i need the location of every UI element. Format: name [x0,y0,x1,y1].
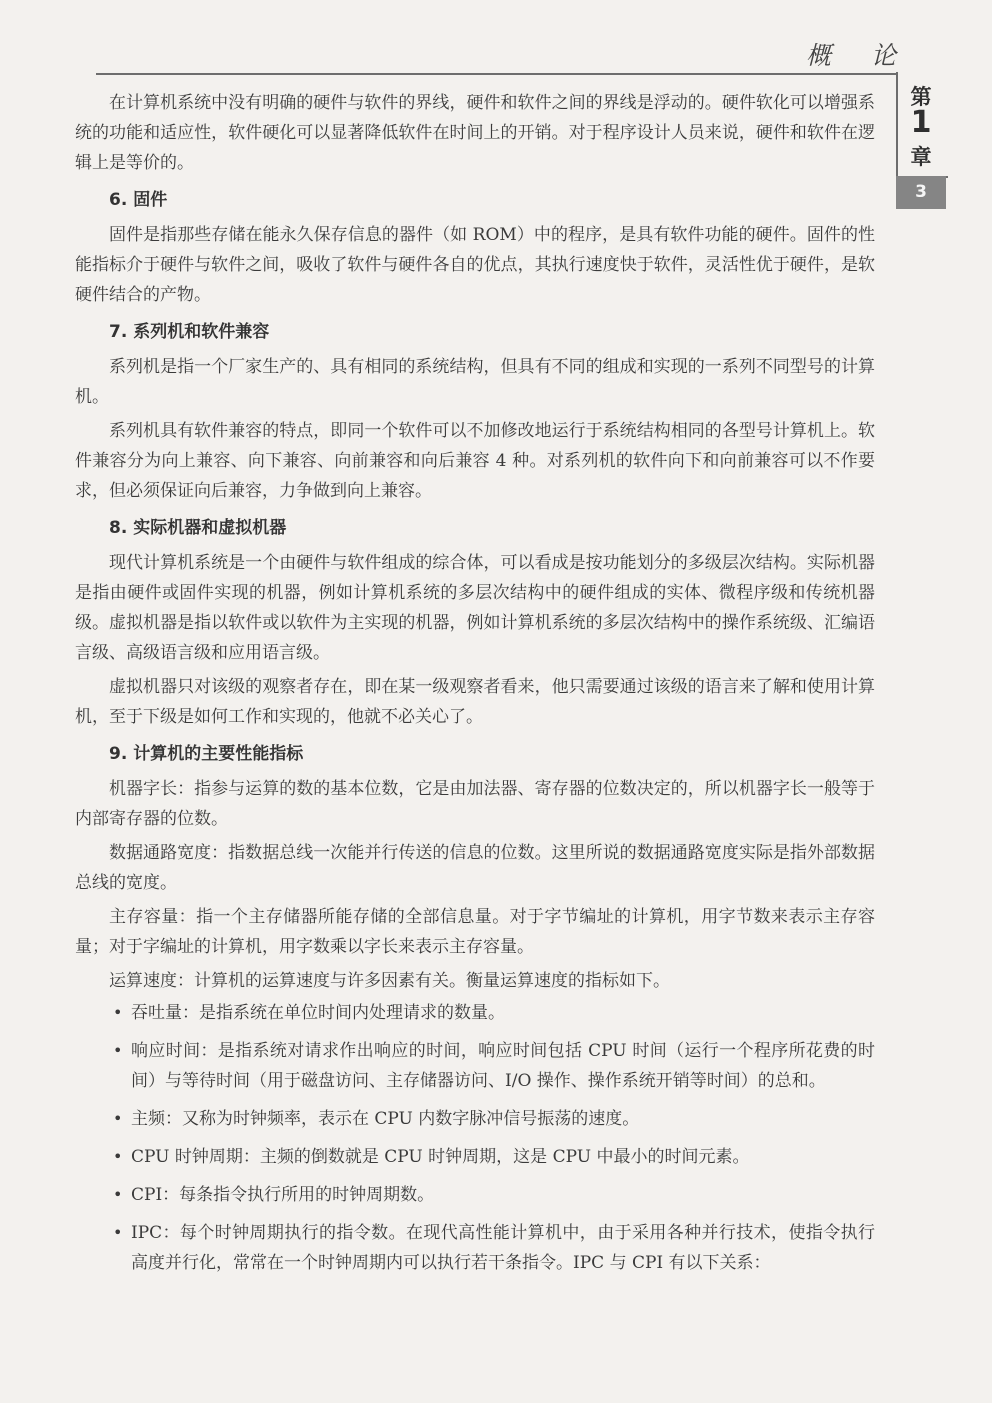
bullet-icon: • [113,1223,123,1242]
paragraph-real-virtual-1: 现代计算机系统是一个由硬件与软件组成的综合体，可以看成是按功能划分的多级层次结构。实际机器是指由硬件或固件实现的机器，例如计算机系统的多层次结构中的硬件组成的实体、微程序级和传统机器级。虚拟机器是指以软件或以软件为主实现的机器，例如计算机系统的多层次结构中的操作系统级、汇编语言级、高级语言级和应用语言级。 [75,553,875,663]
page-body [75,88,875,1286]
list-item [113,998,875,1028]
list-item [113,1180,875,1210]
page-number: 3 [896,176,946,209]
chapter-label-top: 第 [910,85,932,109]
list-item-text: CPI：每条指令执行所用的时钟周期数。 [131,1185,435,1205]
paragraph-software-compatibility: 系列机具有软件兼容的特点，即同一个软件可以不加修改地运行于系统结构相同的各型号计算机上。软件兼容分为向上兼容、向下兼容、向前兼容和向后兼容 4 种。对系列机的软件向下和向前兼容可以不作要求，但必须保证向后兼容，力争做到向上兼容。 [75,421,875,501]
bullet-icon: • [113,1147,123,1166]
list-item [113,1036,875,1096]
bullet-icon: • [113,1041,123,1060]
paragraph-main-memory-capacity: 主存容量：指一个主存储器所能存储的全部信息量。对于字节编址的计算机，用字节数来表示主存容量；对于字编址的计算机，用字数乘以字长来表示主存容量。 [75,907,875,957]
paragraph-series-machine: 系列机是指一个厂家生产的、具有相同的系统结构，但具有不同的组成和实现的一系列不同型号的计算机。 [75,357,875,407]
section-heading-performance-metrics: 9. 计算机的主要性能指标 [109,744,304,764]
bullet-icon: • [113,1185,123,1204]
paragraph-firmware: 固件是指那些存储在能永久保存信息的器件（如 ROM）中的程序，是具有软件功能的硬件。固件的性能指标介于硬件与软件之间，吸收了软件与硬件各自的优点，其执行速度快于软件，灵活性优于硬件，是软硬件结合的产物。 [75,225,875,305]
performance-metrics-list [75,998,875,1278]
bullet-icon: • [113,1003,123,1022]
list-item [113,1218,875,1278]
section-heading-series-compatibility: 7. 系列机和软件兼容 [109,322,270,342]
list-item-text: 响应时间：是指系统对请求作出响应的时间，响应时间包括 CPU 时间（运行一个程序所花费的时间）与等待时间（用于磁盘访问、主存储器访问、I/O 操作、操作系统开销等时间）的总和。 [131,1041,875,1091]
list-item-text: 主频：又称为时钟频率，表示在 CPU 内数字脉冲信号振荡的速度。 [131,1109,640,1129]
header-rule [96,73,898,75]
running-header-title: 概 论 [806,41,912,70]
chapter-number: 1 [910,105,932,140]
section-heading-firmware: 6. 固件 [109,190,168,210]
list-item-text: CPU 时钟周期：主频的倒数就是 CPU 时钟周期，这是 CPU 中最小的时间元素。 [131,1147,750,1167]
paragraph-real-virtual-2: 虚拟机器只对该级的观察者存在，即在某一级观察者看来，他只需要通过该级的语言来了解和使用计算机，至于下级是如何工作和实现的，他就不必关心了。 [75,677,875,727]
paragraph-machine-word-length: 机器字长：指参与运算的数的基本位数，它是由加法器、寄存器的位数决定的，所以机器字长一般等于内部寄存器的位数。 [75,779,875,829]
chapter-label-bottom: 章 [910,145,932,169]
paragraph-hardware-software-boundary: 在计算机系统中没有明确的硬件与软件的界线，硬件和软件之间的界线是浮动的。硬件软化可以增强系统的功能和适应性，软件硬化可以显著降低软件在时间上的开销。对于程序设计人员来说，硬件和软件在逻辑上是等价的。 [75,93,875,173]
paragraph-data-path-width: 数据通路宽度：指数据总线一次能并行传送的信息的位数。这里所说的数据通路宽度实际是指外部数据总线的宽度。 [75,843,875,893]
list-item-text: 吞吐量：是指系统在单位时间内处理请求的数量。 [131,1003,505,1023]
list-item-text: IPC：每个时钟周期执行的指令数。在现代高性能计算机中，由于采用各种并行技术，使指令执行高度并行化，常常在一个时钟周期内可以执行若干条指令。IPC 与 CPI 有以下关系： [131,1223,875,1273]
list-item [113,1104,875,1134]
paragraph-operation-speed: 运算速度：计算机的运算速度与许多因素有关。衡量运算速度的指标如下。 [109,971,670,991]
list-item [113,1142,875,1172]
section-heading-real-virtual-machines: 8. 实际机器和虚拟机器 [109,518,287,538]
bullet-icon: • [113,1109,123,1128]
